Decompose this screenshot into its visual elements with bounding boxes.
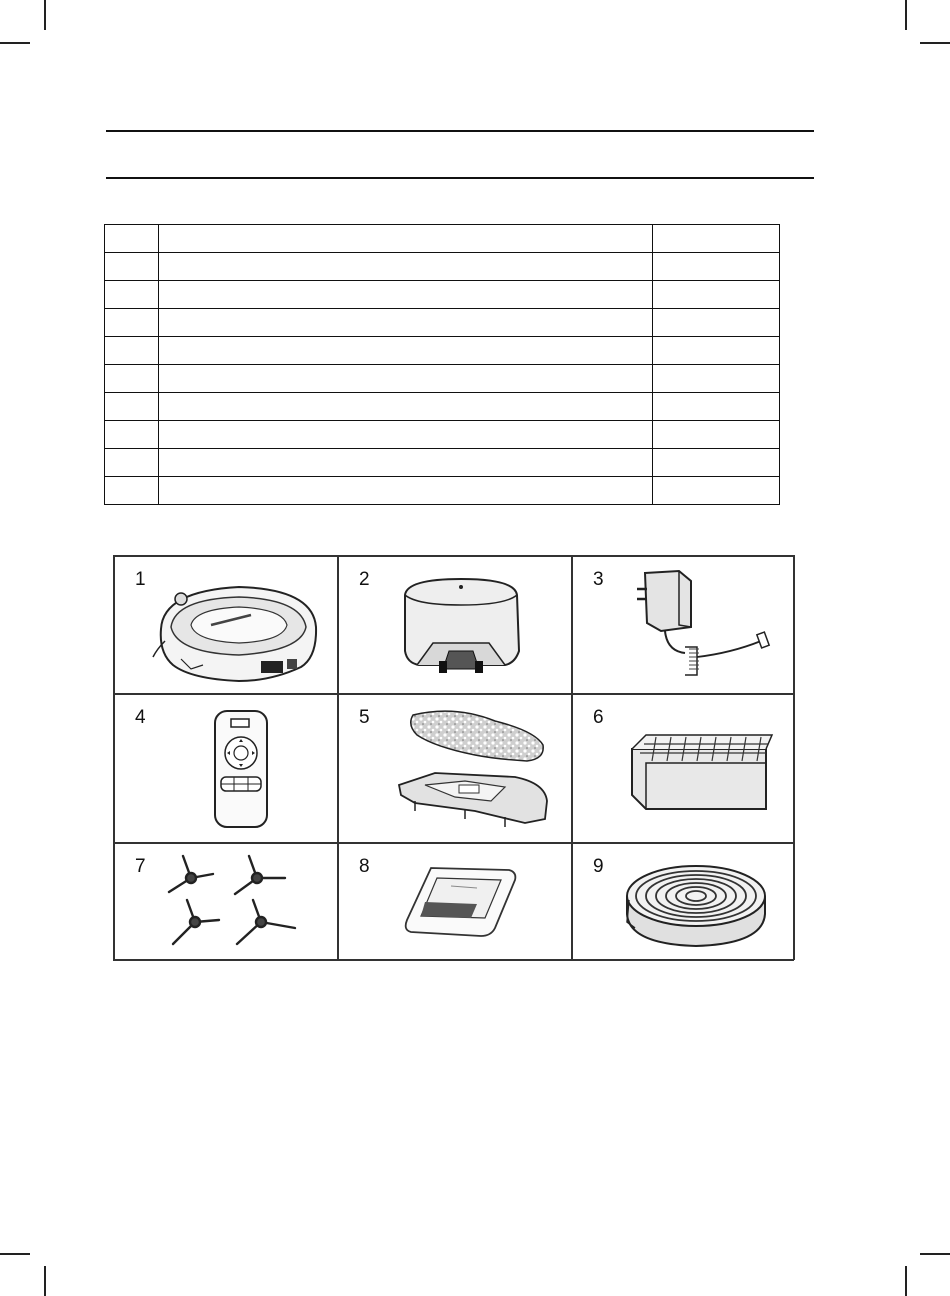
grid-cell	[113, 842, 337, 959]
table-cell	[653, 393, 780, 421]
table-row	[105, 281, 780, 309]
grid-cell	[571, 693, 793, 842]
crop-mark	[905, 1266, 907, 1296]
table-cell	[159, 477, 653, 505]
mop-pad-and-holder-icon	[395, 701, 559, 833]
manual-booklet-icon	[401, 862, 521, 942]
table-cell	[159, 365, 653, 393]
item-number: 7	[135, 856, 146, 877]
grid-cell	[337, 842, 571, 959]
table-cell	[159, 421, 653, 449]
crop-mark	[44, 0, 46, 30]
grid-cell	[337, 555, 571, 693]
grid-cell	[113, 555, 337, 693]
table-cell	[653, 477, 780, 505]
robot-vacuum-icon	[151, 569, 329, 689]
table-cell	[105, 449, 159, 477]
table-cell	[653, 421, 780, 449]
crop-mark	[905, 0, 907, 30]
item-number: 9	[593, 856, 604, 877]
table-cell	[159, 309, 653, 337]
grid-cell	[571, 555, 793, 693]
table-cell	[105, 337, 159, 365]
item-number: 8	[359, 856, 370, 877]
charging-dock-icon	[397, 573, 527, 683]
table-cell	[159, 337, 653, 365]
crop-mark	[0, 42, 30, 44]
item-number: 5	[359, 707, 370, 728]
table-row	[105, 421, 780, 449]
header-top-rule	[106, 130, 814, 132]
table-cell	[653, 365, 780, 393]
table-row	[105, 253, 780, 281]
table-cell	[105, 309, 159, 337]
side-brushes-icon	[161, 848, 311, 956]
item-number: 3	[593, 569, 604, 590]
table-cell	[159, 393, 653, 421]
remote-control-icon	[211, 707, 271, 831]
table-cell	[105, 421, 159, 449]
magnetic-strip-icon	[621, 856, 771, 952]
crop-mark	[920, 42, 950, 44]
table-cell	[653, 449, 780, 477]
parts-image-grid	[113, 555, 794, 960]
grid-cell	[337, 693, 571, 842]
grid-cell	[571, 842, 793, 959]
crop-mark	[920, 1253, 950, 1255]
item-number: 2	[359, 569, 370, 590]
table-cell	[105, 393, 159, 421]
table-cell	[159, 449, 653, 477]
item-number: 1	[135, 569, 146, 590]
table-cell	[105, 281, 159, 309]
table-cell	[105, 253, 159, 281]
power-adapter-icon	[621, 567, 781, 687]
table-cell	[653, 337, 780, 365]
crop-mark	[44, 1266, 46, 1296]
table-row	[105, 393, 780, 421]
parts-list-table	[104, 224, 780, 505]
hepa-filter-icon	[626, 731, 776, 821]
crop-mark	[0, 1253, 30, 1255]
table-row	[105, 309, 780, 337]
table-cell	[159, 281, 653, 309]
table-row	[105, 225, 780, 253]
item-number: 6	[593, 707, 604, 728]
table-cell	[159, 225, 653, 253]
table-cell	[653, 253, 780, 281]
table-cell	[105, 477, 159, 505]
item-number: 4	[135, 707, 146, 728]
table-cell	[105, 365, 159, 393]
table-cell	[105, 225, 159, 253]
table-row	[105, 477, 780, 505]
table-cell	[653, 309, 780, 337]
grid-cell	[113, 693, 337, 842]
table-row	[105, 337, 780, 365]
table-cell	[653, 225, 780, 253]
table-cell	[159, 253, 653, 281]
table-cell	[653, 281, 780, 309]
table-row	[105, 449, 780, 477]
table-row	[105, 365, 780, 393]
header-bottom-rule	[106, 177, 814, 179]
